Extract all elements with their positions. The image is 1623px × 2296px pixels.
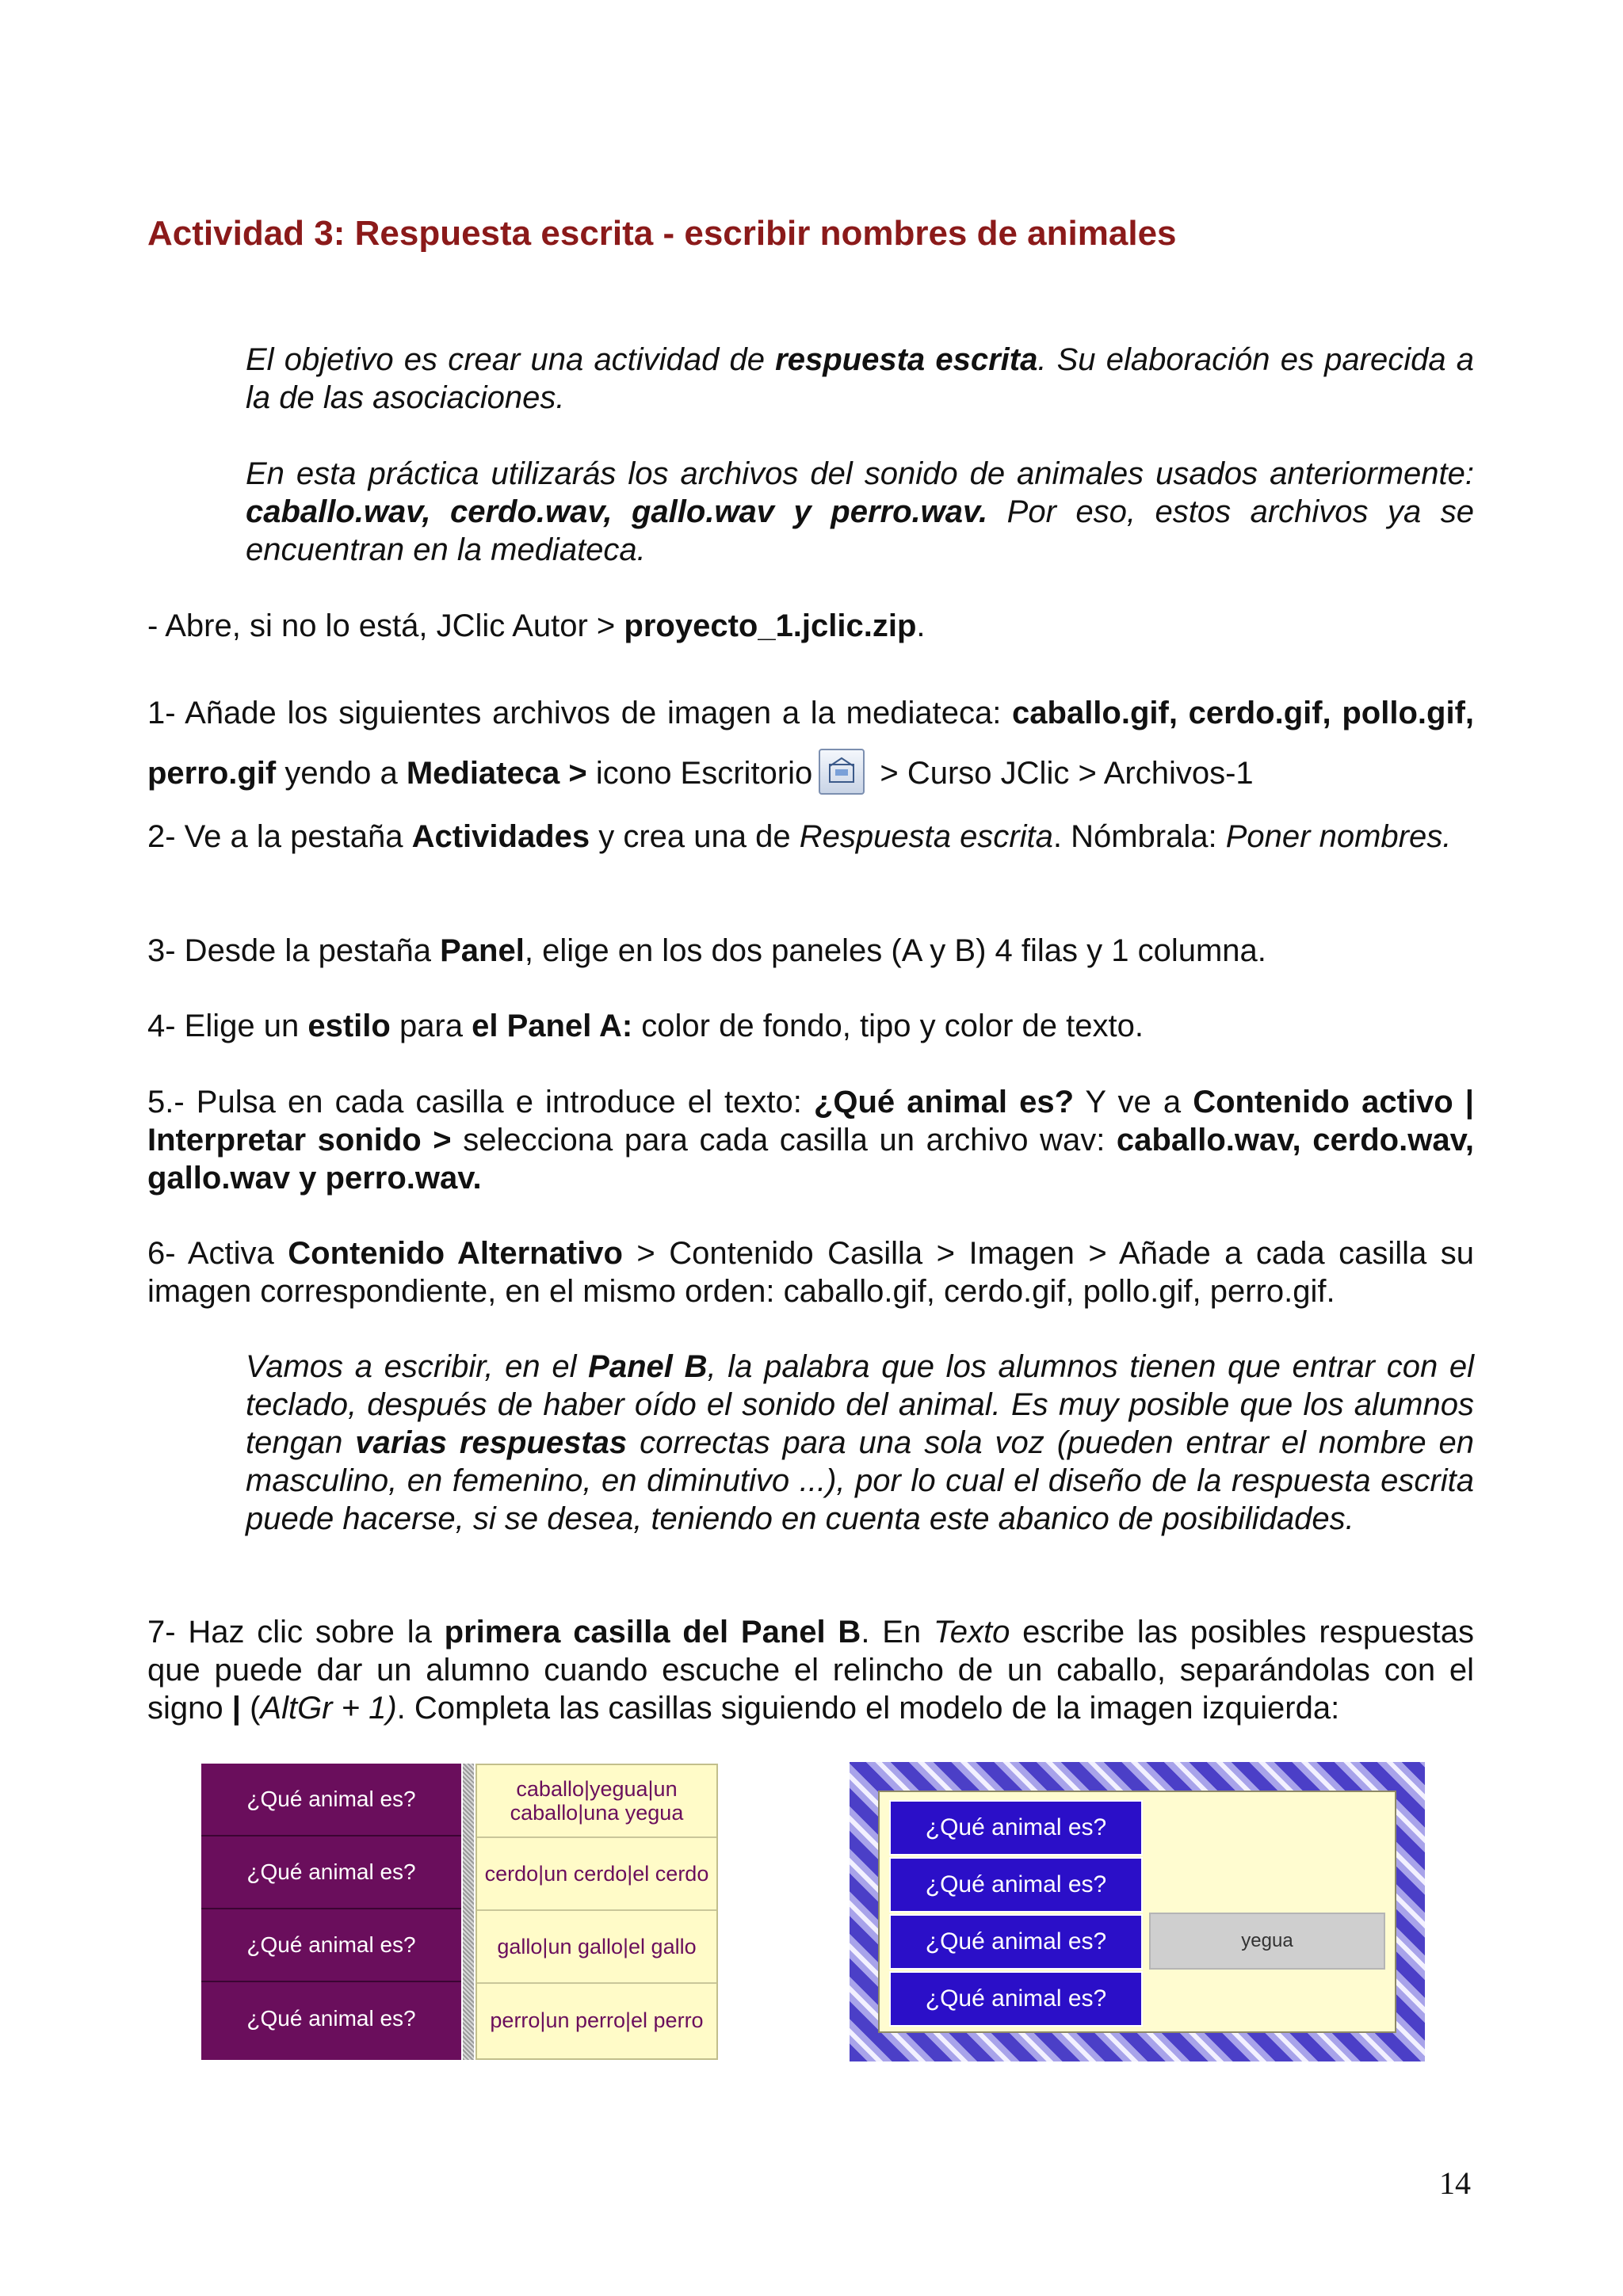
intro-paragraph-1: El objetivo es crear una actividad de respuesta escrita. Su elaboración es parecida a la de las asociaciones. bbox=[246, 342, 1474, 415]
step-6: 6- Activa Contenido Alternativo > Contenido Casilla > Imagen > Añade a cada casilla su imagen correspondiente, en el mismo orden: caballo.gif, cerdo.gif, pollo.gif, perro.gif. bbox=[147, 1236, 1475, 1309]
panel-b-cell[interactable]: caballo|yegua|un caballo|una yegua bbox=[477, 1765, 716, 1838]
step-4: 4- Elige un estilo para el Panel A: color de fondo, tipo y color de texto. bbox=[147, 1009, 1144, 1043]
panel-b bbox=[475, 1764, 718, 2060]
question-button[interactable]: ¿Qué animal es? bbox=[889, 1914, 1143, 1970]
panel-b-cell[interactable]: cerdo|un cerdo|el cerdo bbox=[477, 1838, 716, 1911]
note-paragraph: Vamos a escribir, en el Panel B, la palabra que los alumnos tienen que entrar con el teclado, después de haber oído el sonido del animal. Es muy posible que los alumnos tengan varias respuestas correctas para una sola voz (pueden entrar el nombre en masculino, en femenino, en diminutivo ...), por lo cual el diseño de la respuesta escrita puede hacerse, si se desea, teniendo en cuenta este abanico de posibilidades. bbox=[246, 1349, 1475, 1536]
step-2: 2- Ve a la pestaña Actividades y crea una de Respuesta escrita. Nómbrala: Poner nombres. bbox=[147, 819, 1452, 854]
question-button[interactable]: ¿Qué animal es? bbox=[889, 1800, 1143, 1855]
panel-a-cell[interactable]: ¿Qué animal es? bbox=[201, 1764, 461, 1836]
panel-a-cell[interactable]: ¿Qué animal es? bbox=[246, 2006, 416, 2031]
activity-window bbox=[878, 1791, 1396, 2033]
desktop-icon[interactable] bbox=[819, 749, 865, 795]
page-title: Actividad 3: Respuesta escrita - escribir nombres de animales bbox=[147, 214, 1177, 253]
editor-panels-image bbox=[201, 1764, 718, 2060]
panel-separator bbox=[463, 1764, 474, 2060]
intro-paragraph-2: En esta práctica utilizarás los archivos del sonido de animales usados anteriormente: caballo.wav, cerdo.wav, gallo.wav y perro.wav. Por eso, estos archivos ya se encuentran en la mediateca. bbox=[246, 456, 1474, 567]
panel-b-cell[interactable]: gallo|un gallo|el gallo bbox=[477, 1911, 716, 1984]
answer-field[interactable]: yegua bbox=[1149, 1913, 1385, 1970]
question-button[interactable]: ¿Qué animal es? bbox=[889, 1857, 1143, 1913]
step-3: 3- Desde la pestaña Panel, elige en los dos paneles (A y B) 4 filas y 1 columna. bbox=[147, 933, 1266, 968]
panel-a-cell[interactable]: ¿Qué animal es? bbox=[201, 1909, 461, 1982]
step-7: 7- Haz clic sobre la primera casilla del Panel B. En Texto escribe las posibles respuestas que puede dar un alumno cuando escuche el relincho de un caballo, separándolas con el signo | (AltGr + 1). Completa las casillas siguiendo el modelo de la imagen izquierda: bbox=[147, 1615, 1475, 1726]
panel-a-cell[interactable]: ¿Qué animal es? bbox=[201, 1836, 461, 1909]
step-open-project: - Abre, si no lo está, JClic Autor > proyecto_1.jclic.zip. bbox=[147, 608, 926, 643]
panel-a bbox=[201, 1764, 461, 2060]
player-preview-image bbox=[850, 1762, 1425, 2061]
page-number: 14 bbox=[1439, 2165, 1471, 2201]
question-button[interactable]: ¿Qué animal es? bbox=[889, 1971, 1143, 2027]
step-1: 1- Añade los siguientes archivos de imagen a la mediateca: caballo.gif, cerdo.gif, pollo.gif, perro.gif yendo a Mediateca > icono Escritorio > Curso JClic > Archivos-1 bbox=[147, 683, 1474, 803]
step-5: 5.- Pulsa en cada casilla e introduce el texto: ¿Qué animal es? Y ve a Contenido activo | Interpretar sonido > selecciona para cada casilla un archivo wav: caballo.wav, cerdo.wav, gallo.wav y perro.wav. bbox=[147, 1085, 1474, 1196]
panel-b-cell[interactable]: perro|un perro|el perro bbox=[490, 2008, 704, 2032]
